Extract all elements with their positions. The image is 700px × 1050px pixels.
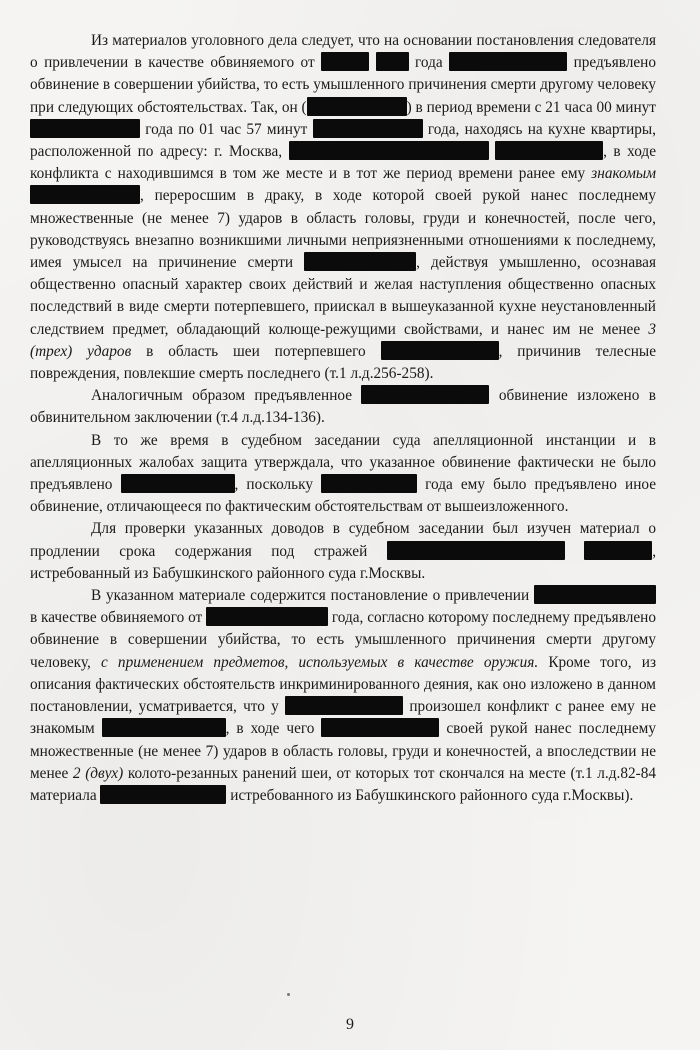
paragraph: Для проверки указанных доводов в судебном заседании был изучен материал о продлении срока содержания под стражей , истребованный из Бабушкинского районного суда г.Москвы. [30, 520, 657, 582]
redaction-block [307, 97, 407, 116]
page-number: 9 [346, 1016, 354, 1033]
redaction-block [361, 385, 489, 404]
redaction-block [321, 718, 439, 737]
italic-phrase: знакомым [591, 165, 656, 183]
scan-speck [287, 993, 290, 996]
italic-phrase: 3 (трех) ударов [30, 320, 656, 360]
paragraph: Из материалов уголовного дела следует, что на основании постановления следователя о привлечении в качестве обвиняемого от года предъявлено обвинение в совершении убийства, то есть умышленного причинения смерти другому человеку при следующих обстоятельствах. Так, он ( ) в период времени с 21 часа 00 минут года по 01 час 57 минут года, находясь на кухне квартиры, расположенной по адресу: г. Москва, , в ходе конфликта с находившимся в том же месте и в тот же период времени ранее ему знакомым , переросшим в драку, в ходе которой своей рукой нанес последнему множественные (не менее 7) ударов в область головы, груди и конечностей, после чего, руководствуясь внезапно возникшими личными неприязненными отношениями к последнему, имея умысел на причинение смерти , действуя умышленно, осознавая общественно опасный характер своих действий и желая наступления общественно опасных последствий в виде смерти потерпевшего, приискал в вышеуказанной кухне неустановленный следствием предмет, обладающий колюще-режущими свойствами, и нанес им не менее 3 (трех) ударов в область шеи потерпевшего , причинив телесные повреждения, повлекшие смерть последнего (т.1 л.д.256-258). [30, 32, 657, 383]
redaction-block [321, 474, 417, 493]
redaction-block [313, 119, 423, 138]
redaction-block [321, 52, 369, 71]
redaction-block [304, 252, 416, 271]
paragraph: Аналогичным образом предъявленное обвинение изложено в обвинительном заключении (т.4 л.д.134-136). [30, 387, 656, 427]
redaction-block [376, 52, 409, 71]
document-body [30, 30, 656, 807]
redaction-block [534, 585, 656, 604]
italic-phrase: 2 (двух) [72, 764, 124, 782]
redaction-block [100, 785, 226, 804]
redaction-block [387, 541, 565, 560]
paragraph: В то же время в судебном заседании суда апелляционной инстанции и в апелляционных жалобах защита утверждала, что указанное обвинение фактически не было предъявлено , поскольку года ему было предъявлено иное обвинение, отличающееся по фактическим обстоятельствам от вышеизложенного. [30, 431, 656, 516]
redaction-block [121, 474, 235, 493]
redaction-block [584, 541, 652, 560]
redaction-block [495, 141, 603, 160]
redaction-block [30, 119, 140, 138]
redaction-block [30, 185, 140, 204]
paragraph: В указанном материале содержится постановление о привлечении в качестве обвиняемого от года, согласно которому последнему предъявлено обвинение в совершении убийства, то есть умышленного причинения смерти другому человеку, с применением предметов, используемых в качестве оружия. Кроме того, из описания фактических обстоятельств инкриминированного деяния, как оно изложено в данном постановлении, усматривается, что у произошел конфликт с ранее ему не знакомым , в ходе чего своей рукой нанес последнему множественные (не менее 7) ударов в область головы, груди и конечностей, а впоследствии не менее 2 (двух) колото-резанных ранений шеи, от которых тот скончался на месте (т.1 л.д.82-84 материала истребованного из Бабушкинского районного суда г.Москвы). [30, 587, 657, 804]
redaction-block [102, 718, 226, 737]
redaction-block [381, 341, 499, 360]
redaction-block [289, 141, 489, 160]
italic-phrase: с применением предметов, используемых в качестве оружия. [101, 653, 539, 671]
redaction-block [449, 52, 567, 71]
redaction-block [206, 607, 328, 626]
redaction-block [285, 696, 403, 715]
